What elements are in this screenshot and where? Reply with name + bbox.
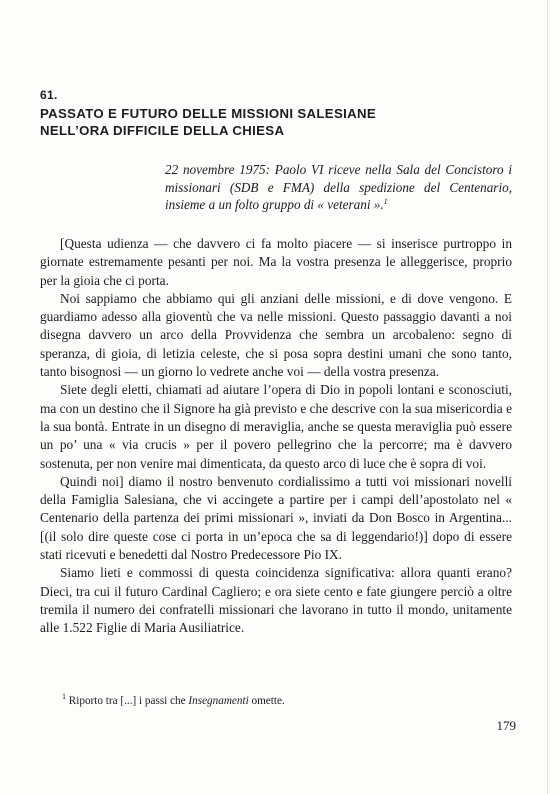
page-edge-shadow bbox=[547, 0, 548, 794]
paragraph-3: Siete degli eletti, chiamati ad aiutare l’opera di Dio in popoli lontani e sconosciuti, ma con un destino che il Signore ha già previsto e che descrive con la sua misericordia e la sua bontà. Entrate in un disegno di meraviglia, anche se questa meraviglia può essere un po’ una « via crucis » per il povero pellegrino che la percorre; ma è davvero sostenuta, per non venire mai dimenticata, da questo arco di luce che è sopra di voi. bbox=[40, 382, 512, 471]
footnote-mark: 1 bbox=[62, 692, 66, 701]
footnote-text-after: omette. bbox=[251, 695, 285, 707]
page-number: 179 bbox=[496, 718, 516, 733]
document-number: 61. bbox=[40, 88, 58, 102]
paragraph-1: [Questa udienza — che davvero ci fa molto piacere — si inserisce purtroppo in giornate estremamente pesanti per noi. Ma la vostra presenza le alleggerisce, proprio per la gioia che ci porta. bbox=[40, 236, 512, 288]
paragraph-4: Quindi noi] diamo il nostro benvenuto cordialissimo a tutti voi missionari novelli della Famiglia Salesiana, che vi accingete a partire per i campi dell’apostolato nel « Centenario della partenza dei primi missionari », inviati da Don Bosco in Argentina... [(il solo dire queste cose ci porta in un’epoca che sa di leggendario!)] dopo di essere stati ricevuti e benedetti dal Nostro Predecessore Pio IX. bbox=[40, 473, 512, 563]
epigraph-footnote-mark: 1 bbox=[383, 197, 388, 206]
title-line-2: NELL’ORA DIFFICILE DELLA CHIESA bbox=[40, 123, 285, 138]
footnote bbox=[62, 694, 512, 708]
paragraph-5: Siamo lieti e commossi di questa coincidenza significativa: allora quanti erano? Dieci, tra cui il futuro Cardinal Cagliero; e ora siete cento e fate giungere perciò a oltre tremila il numero dei confratelli missionari che lavorano in tutto il mondo, unitamente alle 1.522 Figlie di Maria Ausiliatrice. bbox=[40, 565, 512, 636]
document-title bbox=[40, 105, 520, 139]
footnote-text-italic: Insegnamenti bbox=[188, 695, 249, 707]
paragraph-2: Noi sappiamo che abbiamo qui gli anziani delle missioni, e di dove vengono. E guardiamo adesso alla gioventù che va nelle missioni. Questo passaggio davanti a noi disegna davvero un arco della Provvidenza che sembra un arcobaleno: segno di speranza, di gioia, di letizia celeste, che si posa sopra destini umani che sono tanto, tanto bisognosi — un giorno lo vedrete anche voi — della vostra presenza. bbox=[40, 290, 512, 380]
epigraph bbox=[165, 161, 512, 214]
body-text bbox=[40, 235, 512, 638]
epigraph-text: 22 novembre 1975: Paolo VI riceve nella Sala del Concistoro i missionari (SDB e FMA) della spedizione del Centenario, insieme a un folto gruppo di « veterani ». bbox=[165, 162, 512, 212]
footnote-text-before: Riporto tra [...] i passi che bbox=[68, 695, 186, 707]
title-line-1: PASSATO E FUTURO DELLE MISSIONI SALESIANE bbox=[40, 106, 377, 121]
